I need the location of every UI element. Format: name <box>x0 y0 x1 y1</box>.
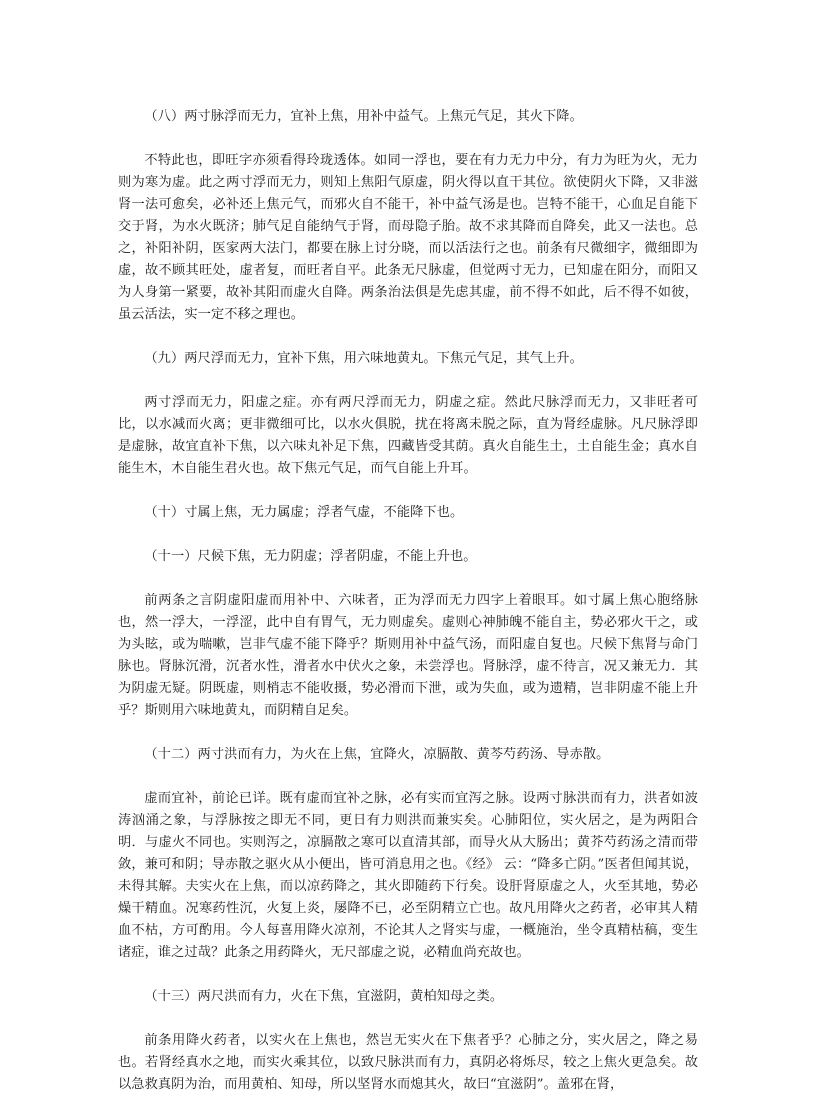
section-heading-10: （十）寸属上焦，无力属虚；浮者气虚，不能降下也。 <box>144 505 464 520</box>
section-heading-13: （十三）两尺洪而有力，火在下焦，宜滋阴，黄柏知母之类。 <box>144 989 504 1004</box>
paragraph: 前两条之言阴虚阳虚而用补中、六味者，正为浮而无力四字上着眼耳。如寸属上焦心胞络脉也，然一浮大，一浮涩，此中自有胃气，无力则虚矣。虚则心神肺魄不能自主，势必邪火干之，或为头眩，或为喘嗽，岂非气虚不能下降乎？斯则用补中益气汤，而阳虚自复也。尺候下焦肾与命门脉也。肾脉沉滑，沉者水性，滑者水中伏火之象，未尝浮也。肾脉浮，虚不待言，况又兼无力．其为阴虚无疑。阴既虚，则梢志不能收摄，势必滑而下泄，或为失血，或为遗精，岂非阴虚不能上升乎？斯则用六味地黄丸，而阴精自足矣。 <box>118 593 698 718</box>
section-heading-12: （十二）两寸洪而有力，为火在上焦，宜降火，凉膈散、黄芩芍药汤、导赤散。 <box>144 747 610 762</box>
paragraph: 虚而宜补，前论已详。既有虚而宜补之脉，必有实而宜泻之脉。设两寸脉洪而有力，洪者如波涛汹涌之象，与浮脉按之即无不同，更日有力则洪而兼实矣。心肺阳位，实火居之，是为两阳合明．与虚火不同也。实则泻之，凉膈散之寒可以直清其部，而导火从大肠出；黄芥芍药汤之清而带敛，兼可和阴；导赤散之驱火从小便出，皆可消息用之也。《经》 云：“降多亡阴。”医者但闻其说，未得其解。夫实火在上焦，而以凉药降之，其火即随药下行矣。设肝肾原虚之人，火至其地，势必燥干精血。况寒药性沉，火复上炎，屡降不已，必至阴精立亡也。故凡用降火之药者，必审其人精血不枯，方可酌用。今人每喜用降火凉剂，不论其人之肾实与虚，一概施治，坐令真精枯稿，变生诸症，谁之过哉？此条之用药降火，无尺部虚之说，必精血尚充故也。 <box>118 791 698 960</box>
document-body <box>118 106 698 1118</box>
paragraph: 两寸浮而无力，阳虚之症。亦有两尺浮而无力，阴虚之症。然此尺脉浮而无力，又非旺者可比，以水减而火离；更非微细可比，以水火俱脱，扰在将离未脱之际，直为肾经虚脉。凡尺脉浮即是虚脉，故宜直补下焦，以六味丸补足下焦，四藏皆受其荫。真火自能生土，土自能生金；真水自能生木，木自能生君火也。故下焦元气足，而气自能上升耳。 <box>118 395 698 476</box>
section-heading-8: （八）两寸脉浮而无力，宜补上焦，用补中益气。上焦元气足，其火下降。 <box>144 109 583 124</box>
section-heading-9: （九）两尺浮而无力，宜补下焦，用六味地黄丸。下焦元气足，其气上升。 <box>144 351 583 366</box>
paragraph: 前条用降火药者，以实火在上焦也，然岂无实火在下焦者乎？心肺之分，实火居之，降之易也。若肾经真水之地，而实火乘其位，以致尺脉洪而有力，真阴必将烁尽，较之上焦火更急矣。故以急救真阴为治，而用黄柏、知母，所以坚肾水而熄其火，故曰“宜滋阴”。盖邪在肾， <box>118 1033 698 1092</box>
section-heading-11: （十一）尺候下焦，无力阴虚；浮者阴虚，不能上升也。 <box>144 549 477 564</box>
paragraph: 不特此也，即旺字亦须看得玲珑透体。如同一浮也，要在有力无力中分，有力为旺为火，无力则为寒为虚。此之两寸浮而无力，则知上焦阳气原虚，阴火得以直干其位。欲使阴火下降，又非滋肾一法可愈矣，必补还上焦元气，而邪火自不能干，补中益气汤是也。岂特不能干，心血足自能下交于肾，为水火既济；肺气足自能纳气于肾，而母隐子胎。故不求其降而自降矣，此又一法也。总之，补阳补阴，医家两大法门，都要在脉上讨分晓，而以活法行之也。前条有尺微细字，微细即为虚，故不顾其旺处，虚者复，而旺者自平。此条无尺脉虚，但觉两寸无力，已知虚在阳分，而阳又为人身第一紧要，故补其阳而虚火自降。两条治法俱是先虑其虚，前不得不如此，后不得不如彼，虽云活法，实一定不移之理也。 <box>118 153 698 322</box>
